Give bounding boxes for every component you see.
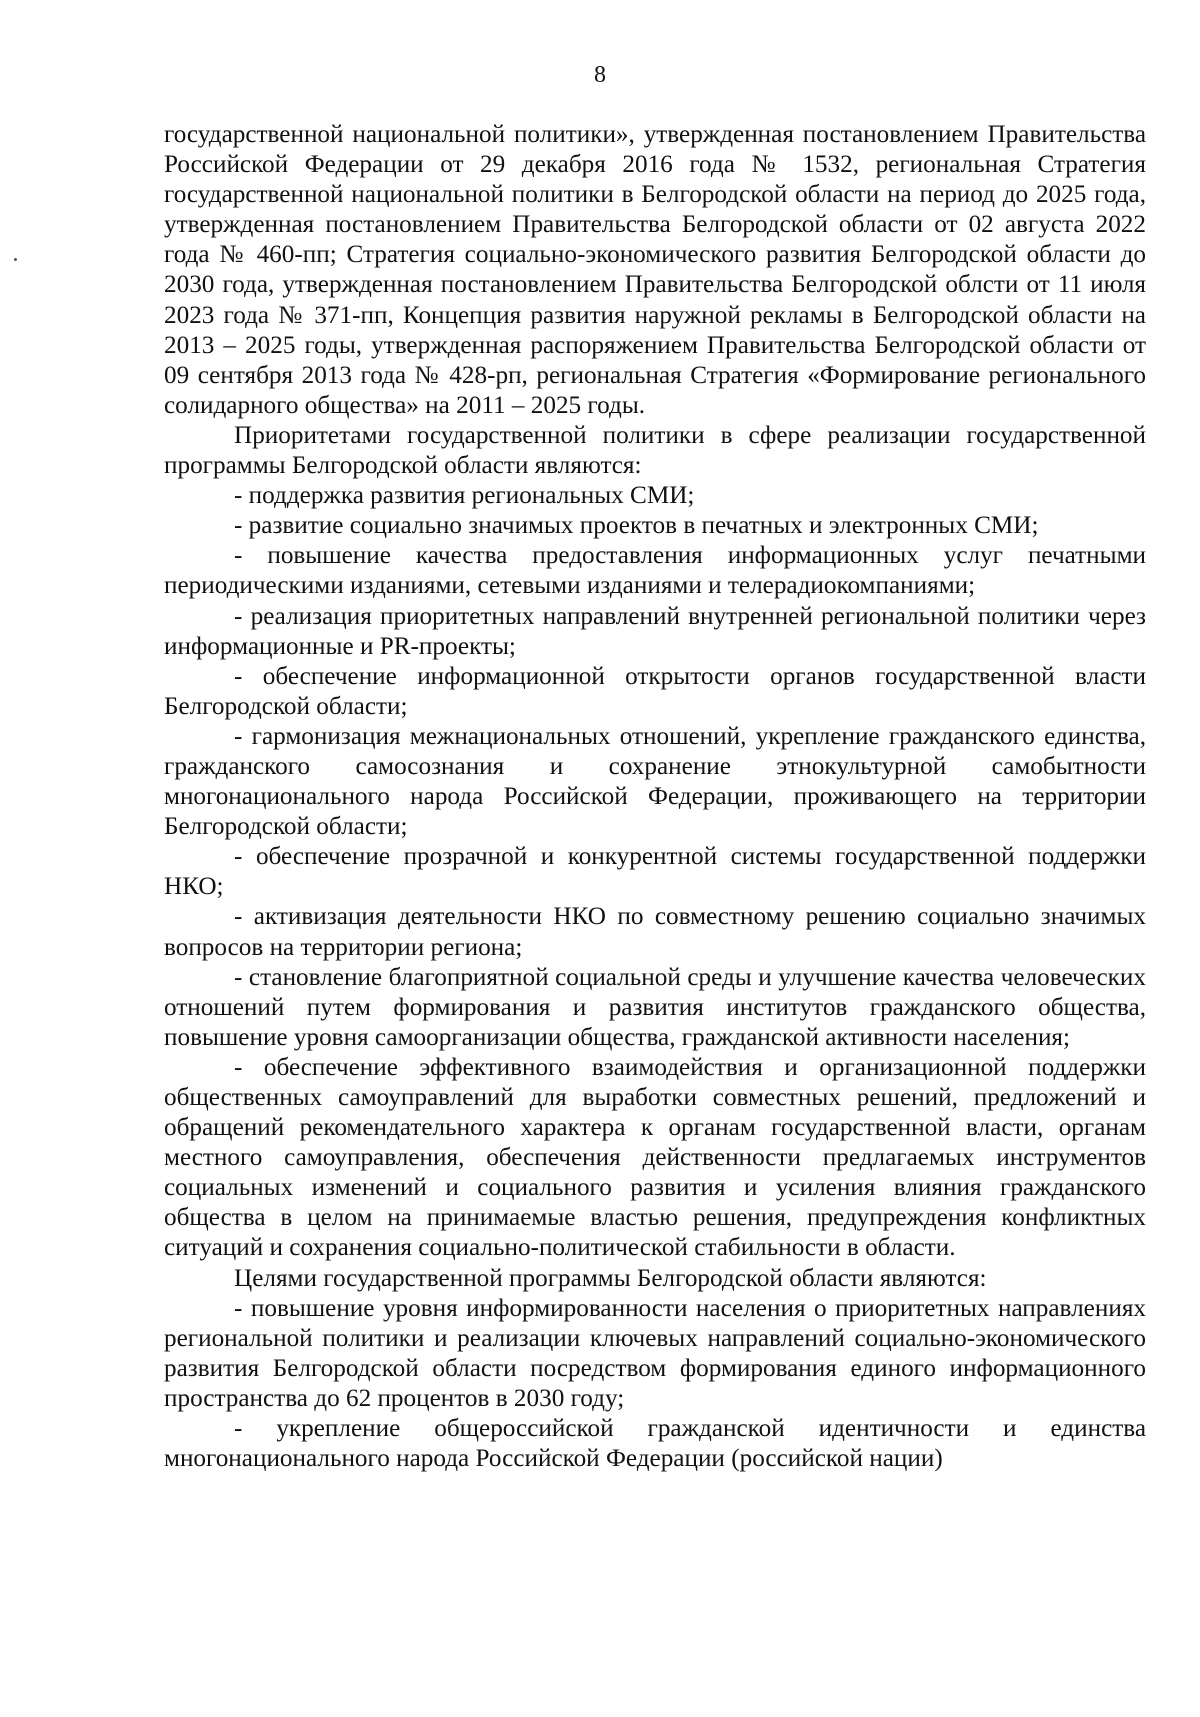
list-item-priority: - поддержка развития региональных СМИ; (234, 482, 695, 510)
list-item-goal: - повышение уровня информированности населения о приоритетных направлениях региональной политики и реализации ключевых направлений социально-экономического развития Белгородской области посредством формирования единого информационного пространства до 62 процентов в 2030 году; (164, 1294, 1146, 1412)
document-body (164, 120, 1146, 1474)
paragraph-continued-strategy-list: государственной национальной политики», утвержденная постановлением Правительства Российской Федерации от 29 декабря 2016 года № 1532, региональная Стратегия государственной национальной политики в Белгородской области на период до 2025 года, утвержденная постановлением Правительства Белгородской области от 02 августа 2022 года № 460-пп; Стратегия социально-экономического развития Белгородской области до 2030 года, утвержденная постановлением Правительства Белгородской облсти от 11 июля 2023 года № 371-пп, Концепция развития наружной рекламы в Белгородской области на 2013 – 2025 годы, утвержденная распоряжением Правительства Белгородской области от 09 сентября 2013 года № 428-рп, региональная Стратегия «Формирование регионального солидарного общества» на 2011 – 2025 годы. (164, 121, 1146, 419)
paragraph-priorities-intro: Приоритетами государственной политики в сфере реализации государственной программы Белгородской области являются: (164, 421, 1146, 480)
scan-dust-mark (14, 258, 17, 261)
list-item-priority: - становление благоприятной социальной среды и улучшение качества человеческих отношений путем формирования и развития институтов гражданского общества, повышение уровня самоорганизации общества, гражданской активности населения; (164, 963, 1146, 1051)
page-number: 8 (594, 62, 606, 88)
list-item-priority: - реализация приоритетных направлений внутренней региональной политики через информационные и PR-проекты; (164, 602, 1146, 660)
list-item-priority: - обеспечение прозрачной и конкурентной системы государственной поддержки НКО; (164, 843, 1146, 901)
list-item-priority: - обеспечение эффективного взаимодействия и организационной поддержки общественных самоуправлений для выработки совместных решений, предложений и обращений рекомендательного характера к органам государственной власти, органам местного самоуправления, обеспечения действенности предлагаемых инструментов социальных изменений и социального развития и усиления влияния гражданского общества в целом на принимаемые властью решения, предупреждения конфликтных ситуаций и сохранения социально-политической стабильности в области. (164, 1053, 1146, 1262)
list-item-priority: - обеспечение информационной открытости органов государственной власти Белгородской области; (164, 662, 1146, 720)
list-item-priority: - активизация деятельности НКО по совместному решению социально значимых вопросов на территории региона; (164, 903, 1146, 961)
list-item-priority: - гармонизация межнациональных отношений, укрепление гражданского единства, гражданского самосознания и сохранение этнокультурной самобытности многонационального народа Российской Федерации, проживающего на территории Белгородской области; (164, 722, 1146, 841)
list-item-priority: - развитие социально значимых проектов в печатных и электронных СМИ; (234, 512, 1039, 540)
paragraph-goals-intro: Целями государственной программы Белгородской области являются: (234, 1264, 987, 1292)
list-item-priority: - повышение качества предоставления информационных услуг печатными периодическими изданиями, сетевыми изданиями и телерадиокомпаниями; (164, 542, 1146, 600)
list-item-goal: - укрепление общероссийской гражданской идентичности и единства многонационального народа Российской Федерации (российской нации) (164, 1415, 1146, 1473)
